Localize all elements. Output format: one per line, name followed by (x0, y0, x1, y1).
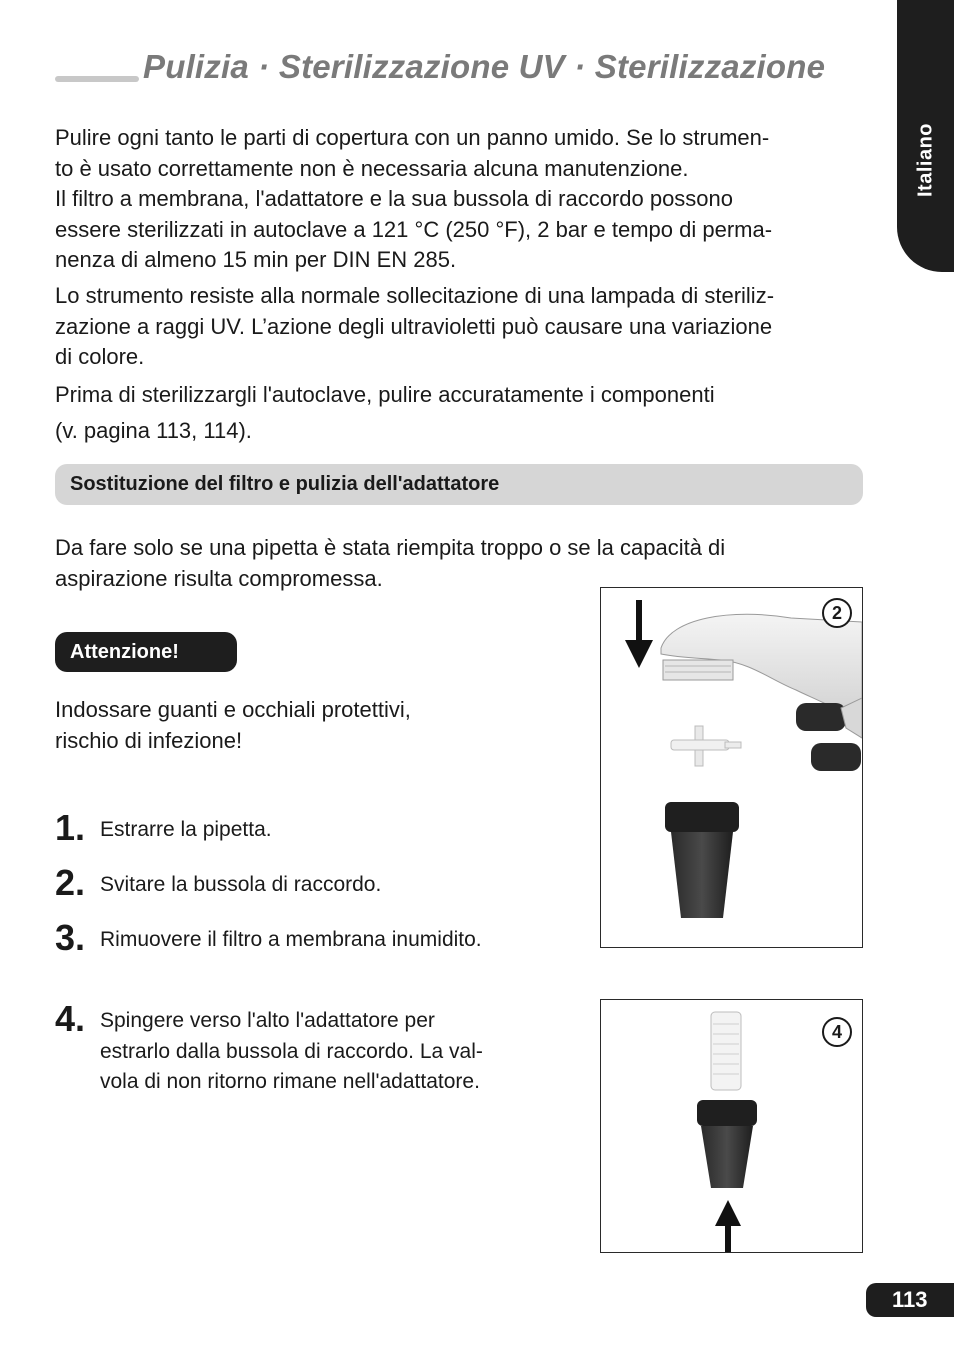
warning-text (55, 695, 555, 756)
text-line: to è usato correttamente non è necessaria alcuna manutenzione. (55, 155, 689, 181)
step-number-3: 3. (55, 917, 86, 958)
figure-number-badge: 4 (822, 1017, 852, 1047)
text-line: zazione a raggi UV. L’azione degli ultravioletti può causare una variazione (55, 313, 773, 339)
text-line: Spingere verso l'alto l'adattatore per (100, 1009, 435, 1032)
intro-paragraph-2 (55, 281, 870, 373)
adapter-cone (665, 802, 739, 918)
text-line: Prima di sterilizzargli l'autoclave, pulire accuratamente i componenti (55, 382, 715, 407)
text-line: essere sterilizzati in autoclave a 121 °C (250 °F), 2 bar e tempo di perma- (55, 216, 773, 242)
language-tab-label: Italiano (914, 122, 936, 198)
section-intro (55, 533, 726, 594)
text-line: nenza di almeno 15 min per DIN EN 285. (55, 247, 457, 272)
membrane-filter (671, 726, 741, 766)
text-line: Indossare guanti e occhiali protettivi, (55, 697, 411, 722)
text-line: vola di non ritorno rimane nell'adattatore. (100, 1070, 480, 1093)
page-number: 113 (892, 1287, 928, 1312)
text-line: (v. pagina 113, 114). (55, 418, 252, 443)
section-heading: Sostituzione del filtro e pulizia dell'adattatore (70, 473, 500, 495)
step-number-2: 2. (55, 862, 86, 903)
text-line: aspirazione risulta compromessa. (55, 565, 383, 591)
text-line: rischio di infezione! (55, 727, 243, 753)
text-line: estrarlo dalla bussola di raccordo. La val- (100, 1039, 483, 1063)
text-line: di colore. (55, 344, 145, 369)
page-title: Pulizia · Sterilizzazione UV · Sterilizzazione (143, 48, 826, 85)
step-number-4: 4. (55, 998, 86, 1039)
pipette-disassembly-illustration (601, 588, 862, 947)
text-line: Pulire ogni tanto le parti di copertura con un panno umido. Se lo strumen- (55, 125, 770, 150)
step-text-2: Svitare la bussola di raccordo. (100, 873, 382, 896)
figure-number-badge: 2 (822, 598, 852, 628)
transparent-adapter (711, 1012, 741, 1090)
page-number-tab (866, 1283, 954, 1317)
step-text-1: Estrarre la pipetta. (100, 818, 272, 841)
text-line: Il filtro a membrana, l'adattatore e la sua bussola di raccordo possono (55, 186, 734, 211)
text-line: Da fare solo se una pipetta è stata riempita troppo o se la capacità di (55, 535, 726, 560)
step-text-4 (100, 1006, 570, 1098)
up-arrow-icon (715, 1200, 741, 1252)
figure-4 (600, 999, 863, 1253)
intro-paragraph-1 (55, 123, 870, 276)
intro-paragraph-3 (55, 377, 870, 449)
step-text-3: Rimuovere il filtro a membrana inumidito. (100, 928, 482, 951)
text-line: Lo strumento resiste alla normale sollecitazione di una lampada di steriliz- (55, 283, 775, 308)
warning-badge (55, 632, 237, 672)
section-heading-bar (55, 464, 863, 505)
title-rule (55, 76, 139, 82)
down-arrow-icon (625, 600, 653, 668)
adapter-cone (697, 1100, 757, 1188)
step-number-1: 1. (55, 807, 86, 848)
language-tab (897, 0, 954, 272)
figure-2 (600, 587, 863, 948)
warning-label: Attenzione! (70, 641, 179, 663)
